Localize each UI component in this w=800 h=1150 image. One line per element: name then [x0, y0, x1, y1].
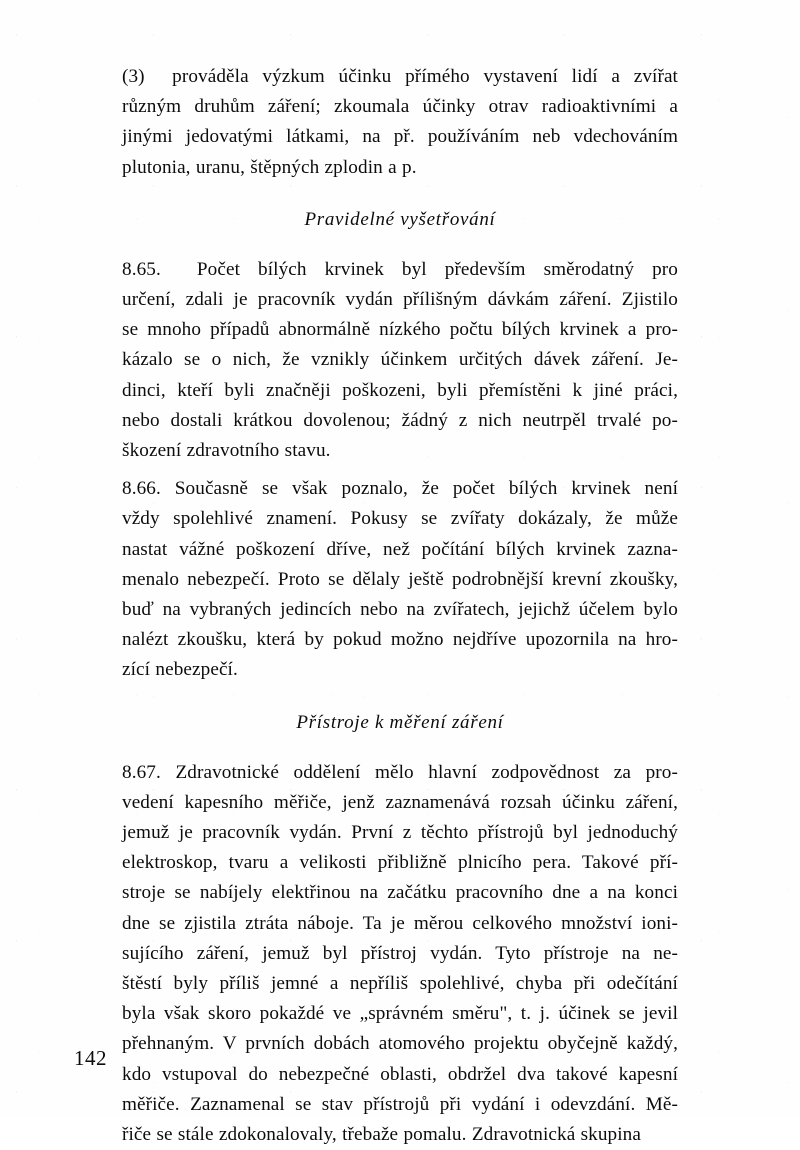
text-line: sujícího záření, jemuž byl přístroj vydán. Tyto přístroje na ne-	[122, 942, 678, 964]
text-line: určení, zdali je pracovník vydán přílišným dávkám záření. Zjistilo	[122, 289, 678, 311]
text-line: štěstí byly příliš jemné a nepříliš spolehlivé, chyba při odečítání	[122, 973, 678, 995]
spacer	[122, 738, 678, 758]
text-line: měřiče. Zaznamenal se stav přístrojů při vydání i odevzdání. Mě-	[122, 1093, 678, 1115]
text-line: zící nebezpečí.	[122, 659, 238, 681]
text-line: škození zdravotního stavu.	[122, 440, 331, 462]
text-line: kázalo se o nich, že vznikly účinkem určitých dávek záření. Je-	[122, 349, 678, 371]
spacer	[122, 686, 678, 708]
text-line: jemuž je pracovník vydán. První z těchto přístrojů byl jednoduchý	[122, 822, 678, 844]
text-line: buď na vybraných jedincích nebo na zvířatech, jejichž účelem bylo	[122, 599, 678, 621]
text-line: (3) prováděla výzkum účinku přímého vystavení lidí a zvířat	[122, 66, 678, 87]
text-line: jinými jedovatými látkami, na př. používáním neb vdechováním	[122, 126, 678, 148]
spacer	[122, 183, 678, 205]
text-line: vždy spolehlivé znamení. Pokusy se zvířaty dokázaly, že může	[122, 508, 678, 530]
paragraph-8-67	[122, 758, 678, 1150]
page-number: 142	[74, 1046, 107, 1070]
section-heading-pristroje-k-mereni-zareni: Přístroje k měření záření	[296, 711, 504, 733]
text-line: byla však skoro pokaždé ve „správném směru", t. j. účinek se jevil	[122, 1003, 678, 1025]
text-line: elektroskop, tvaru a velikosti přibližně plnicího pera. Takové pří-	[122, 852, 678, 874]
text-line: přehnaným. V prvních dobách atomového projektu obyčejně každý,	[122, 1033, 678, 1055]
text-line: nastat vážné poškození dříve, než počítání bílých krvinek zazna-	[122, 538, 678, 560]
section-heading-pravidelne-vysetrovani: Pravidelné vyšetřování	[304, 208, 496, 230]
page-text-block	[122, 62, 678, 1150]
text-line: se mnoho případů abnormálně nízkého počtu bílých krvinek a pro-	[122, 319, 678, 341]
text-line: menalo nebezpečí. Proto se dělaly ještě podrobnější krevní zkoušky,	[122, 568, 678, 590]
text-line: dne se zjistila ztráta náboje. Ta je měrou celkového množství ioni-	[122, 912, 678, 934]
text-line: nalézt zkoušku, která by pokud možno nejdříve upozornila na hro-	[122, 629, 678, 651]
text-line: stroje se nabíjely elektřinou na začátku pracovního dne a na konci	[122, 882, 678, 904]
text-line: 8.66. Současně se však poznalo, že počet bílých krvinek není	[122, 478, 678, 500]
text-line: řiče se stále zdokonalovaly, třebaže pomalu. Zdravotnická skupina	[122, 1124, 641, 1146]
text-line: 8.65. Počet bílých krvinek byl především směrodatný pro	[122, 258, 678, 280]
paragraph-clause-3	[122, 62, 678, 183]
text-line: nebo dostali krátkou dovolenou; žádný z nich neutrpěl trvalé po-	[122, 409, 678, 431]
spacer	[122, 235, 678, 255]
text-line: 8.67. Zdravotnické oddělení mělo hlavní zodpovědnost za pro-	[122, 761, 678, 783]
paragraph-8-66	[122, 474, 678, 685]
text-line: různým druhům záření; zkoumala účinky otrav radioaktivními a	[122, 96, 678, 118]
text-line: dinci, kteří byli značněji poškozeni, byli přemístěni k jiné práci,	[122, 379, 678, 401]
text-line: kdo vstupoval do nebezpečné oblasti, obdržel dva takové kapesní	[122, 1063, 678, 1085]
paragraph-8-65	[122, 255, 678, 466]
text-line: vedení kapesního měřiče, jenž zaznamenává rozsah účinku záření,	[122, 791, 678, 813]
spacer	[122, 466, 678, 474]
text-line: plutonia, uranu, štěpných zplodin a p.	[122, 156, 417, 178]
